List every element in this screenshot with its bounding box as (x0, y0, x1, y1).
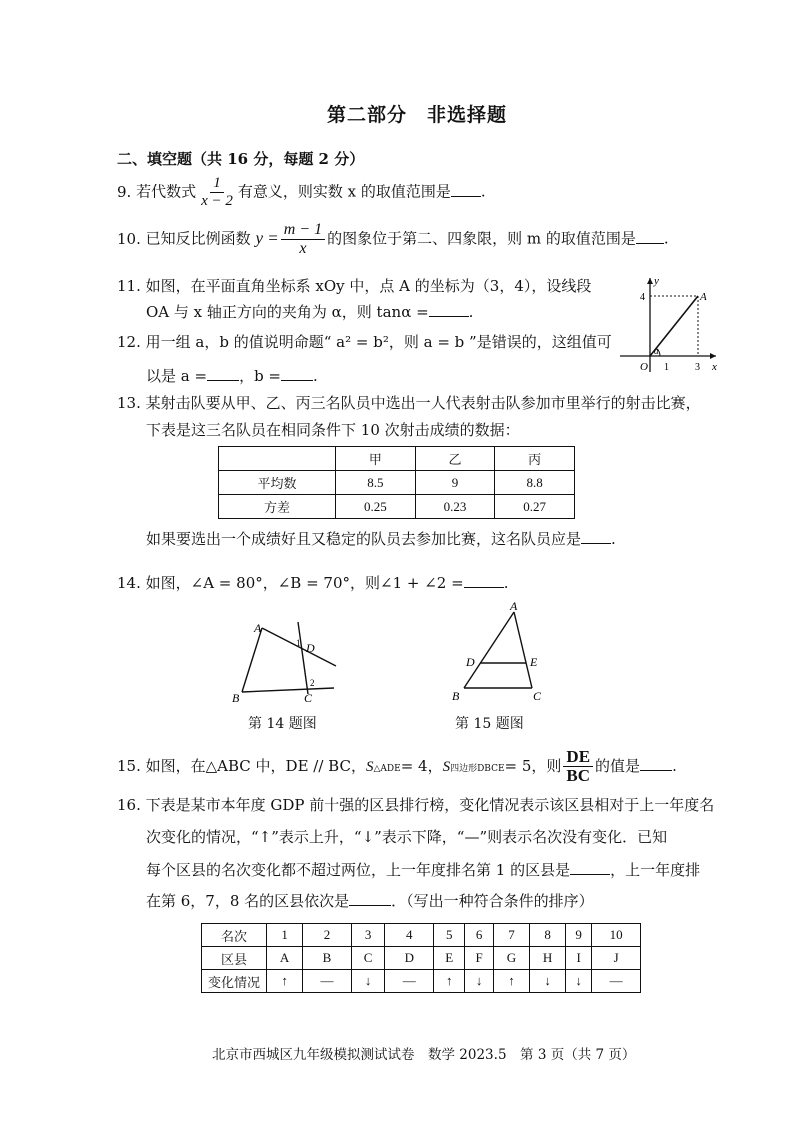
side-AB (242, 628, 262, 692)
period: . (468, 303, 474, 321)
origin-label: O (640, 361, 648, 373)
table-cell: 乙 (415, 447, 495, 471)
table-cell: 区县 (202, 947, 267, 970)
table-cell: ↑ (493, 970, 529, 993)
side-AB (464, 612, 514, 688)
answer-blank (570, 860, 610, 875)
question-13-line1 (117, 394, 701, 412)
q15-fraction (563, 748, 593, 786)
question-12-line1 (117, 333, 612, 351)
answer-blank (349, 891, 391, 906)
table-cell: 8 (530, 924, 566, 947)
question-number: 11. (117, 277, 141, 295)
q10-post: 的图象位于第二、四象限，则 m 的取值范围是 (327, 229, 636, 248)
figure-14 (228, 618, 348, 708)
q12-line2b: ，b = (239, 367, 282, 385)
table-row (202, 924, 641, 947)
label-D: D (306, 641, 315, 655)
table-cell: — (385, 970, 434, 993)
tick-3: 3 (695, 362, 700, 373)
denominator: x (299, 239, 307, 257)
table-header-row (219, 447, 575, 471)
table-row (202, 970, 641, 993)
table-cell: 0.23 (415, 495, 495, 519)
table-cell: ↑ (434, 970, 465, 993)
table-cell: C (351, 947, 385, 970)
table-cell: I (566, 947, 592, 970)
area-subscript: △ADE (373, 763, 401, 774)
label-angle-1: 1 (296, 638, 301, 648)
figure-14-caption: 第 14 题图 (248, 716, 317, 732)
q13-score-table (218, 446, 575, 519)
side-AC (514, 612, 532, 688)
table-cell: 8.8 (495, 471, 575, 495)
question-11-line1 (117, 277, 591, 295)
x-label: x (712, 361, 717, 373)
table-cell: A (267, 947, 303, 970)
table-cell: D (385, 947, 434, 970)
area-symbol: S (442, 758, 451, 775)
page-title: 第二部分 非选择题 (327, 104, 508, 126)
denominator: x − 2 (201, 192, 233, 209)
table-cell: 8.5 (336, 471, 416, 495)
label-C: C (533, 689, 542, 703)
table-cell: J (592, 947, 641, 970)
table-cell (219, 447, 336, 471)
question-12-line2 (146, 366, 318, 385)
table-cell: ↓ (530, 970, 566, 993)
table-cell: 7 (493, 924, 529, 947)
answer-blank (451, 182, 481, 197)
section-heading: 二、填空题（共 16 分，每题 2 分） (117, 150, 365, 168)
table-cell: B (303, 947, 352, 970)
q10-pre: 已知反比例函数 (145, 229, 251, 248)
question-number: 13. (117, 394, 141, 412)
area-value: = 4， (400, 756, 443, 775)
q12-line2a: 以是 a = (146, 367, 208, 385)
table-cell: 1 (267, 924, 303, 947)
tick-1: 1 (664, 362, 669, 373)
table-cell: — (592, 970, 641, 993)
table-cell: 0.27 (495, 495, 575, 519)
q16-ranking-table (201, 923, 641, 993)
period: . (480, 182, 486, 201)
figure-15 (444, 598, 554, 708)
period: . (313, 367, 318, 385)
question-16-line1 (117, 796, 714, 814)
table-cell: ↑ (267, 970, 303, 993)
table-cell: 3 (351, 924, 385, 947)
period: . (663, 229, 669, 248)
numerator: m − 1 (281, 222, 325, 240)
q14-text: 如图，∠A = 80°，∠B = 70°，则∠1 + ∠2 = (145, 574, 464, 592)
table-cell: 9 (566, 924, 592, 947)
table-cell: ↓ (351, 970, 385, 993)
question-16-line2: 次变化的情况，“↑”表示上升，“↓”表示下降，“—”则表示名次没有变化．已知 (146, 828, 668, 846)
label-B: B (452, 689, 460, 703)
table-cell: — (303, 970, 352, 993)
table-cell: 4 (385, 924, 434, 947)
question-11-line2 (146, 302, 473, 321)
table-cell: H (530, 947, 566, 970)
table-row (202, 947, 641, 970)
numerator: DE (563, 748, 593, 767)
q12-line1: 用一组 a，b 的值说明命题“ a² = b²，则 a = b ”是错误的，这组值可 (145, 333, 612, 351)
q16-line4b: ．（写出一种符合条件的排序） (391, 892, 594, 910)
page-footer: 北京市西城区九年级模拟测试试卷 数学 2023.5 第 3 页（共 7 页） (212, 1047, 636, 1063)
q16-line3a: 每个区县的名次变化都不超过两位，上一年度排名第 1 的区县是 (146, 861, 571, 879)
q16-line3b: ，上一年度排 (610, 861, 701, 879)
question-number: 14. (117, 574, 141, 592)
numerator: 1 (210, 176, 224, 193)
q15-post: 的值是 (595, 756, 641, 775)
side-BC (242, 688, 334, 692)
table-cell: 变化情况 (202, 970, 267, 993)
q11-line2: OA 与 x 轴正方向的夹角为 α，则 tanα = (146, 303, 429, 321)
question-15 (117, 748, 677, 786)
question-13-line2: 下表是这三名队员在相同条件下 10 次射击成绩的数据： (146, 421, 520, 439)
q13-line3: 如果要选出一个成绩好且又稳定的队员去参加比赛，这名队员应是 (146, 530, 582, 548)
q9-post: 有意义，则实数 x 的取值范围是 (237, 182, 451, 201)
label-D: D (466, 655, 475, 669)
area-symbol: S (365, 758, 374, 775)
label-angle-2: 2 (310, 678, 315, 688)
table-cell: F (465, 947, 494, 970)
q9-fraction (198, 176, 236, 209)
q16-line4a: 在第 6，7，8 名的区县依次是 (146, 892, 350, 910)
q16-line1: 下表是某市本年度 GDP 前十强的区县排行榜，变化情况表示该区县相对于上一年度名 (145, 796, 715, 814)
alpha-label: α (654, 346, 659, 356)
denominator: BC (566, 765, 591, 785)
table-cell: 平均数 (219, 471, 336, 495)
answer-blank (429, 302, 469, 317)
tick-4: 4 (640, 292, 645, 303)
question-16-line4 (146, 891, 594, 910)
line-through-D-C (298, 622, 308, 694)
period: . (503, 574, 509, 592)
table-row (219, 471, 575, 495)
answer-blank-a (207, 366, 239, 381)
point-A-label: A (700, 291, 707, 303)
table-cell: G (493, 947, 529, 970)
question-14 (117, 573, 508, 592)
table-cell: 方差 (219, 495, 336, 519)
area-subscript: 四边形DBCE (450, 763, 505, 774)
question-10 (117, 222, 669, 257)
question-number: 9. (117, 182, 132, 201)
y-axis-arrow (647, 278, 653, 284)
question-number: 12. (117, 333, 141, 351)
question-number: 10. (117, 229, 141, 248)
table-cell: 0.25 (336, 495, 416, 519)
question-13-line3 (146, 529, 616, 548)
answer-blank-b (281, 366, 313, 381)
period: . (611, 530, 616, 548)
figure-15-caption: 第 15 题图 (455, 716, 524, 732)
answer-blank (640, 756, 672, 771)
q10-y: y = (255, 228, 279, 248)
q11-coordinate-figure (612, 272, 722, 382)
x-axis-arrow (710, 353, 716, 359)
q13-line1: 某射击队要从甲、乙、丙三名队员中选出一人代表射击队参加市里举行的射击比赛， (145, 394, 701, 412)
period: . (672, 756, 677, 775)
question-16-line3 (146, 860, 700, 879)
table-cell: 名次 (202, 924, 267, 947)
table-cell: 5 (434, 924, 465, 947)
table-cell: 2 (303, 924, 352, 947)
table-cell: 甲 (336, 447, 416, 471)
label-E: E (530, 655, 538, 669)
table-cell: ↓ (566, 970, 592, 993)
table-cell: E (434, 947, 465, 970)
y-label: y (654, 275, 659, 287)
q15-pre: 如图，在△ABC 中，DE // BC， (145, 756, 366, 775)
answer-blank (464, 573, 504, 588)
q9-pre: 若代数式 (136, 182, 197, 201)
label-C: C (304, 691, 313, 705)
table-row (219, 495, 575, 519)
question-9 (117, 176, 486, 209)
question-number: 15. (117, 756, 141, 775)
question-number: 16. (117, 796, 141, 814)
label-A: A (254, 621, 262, 635)
q10-fraction (281, 222, 325, 257)
table-cell: 6 (465, 924, 494, 947)
table-cell: ↓ (465, 970, 494, 993)
q11-line1: 如图，在平面直角坐标系 xOy 中，点 A 的坐标为（3，4），设线段 (145, 277, 592, 295)
answer-blank (581, 529, 611, 544)
table-cell: 9 (415, 471, 495, 495)
label-A: A (510, 599, 518, 613)
table-cell: 丙 (495, 447, 575, 471)
area-value: = 5，则 (504, 756, 562, 775)
table-cell: 10 (592, 924, 641, 947)
answer-blank (636, 229, 664, 244)
label-B: B (232, 691, 240, 705)
